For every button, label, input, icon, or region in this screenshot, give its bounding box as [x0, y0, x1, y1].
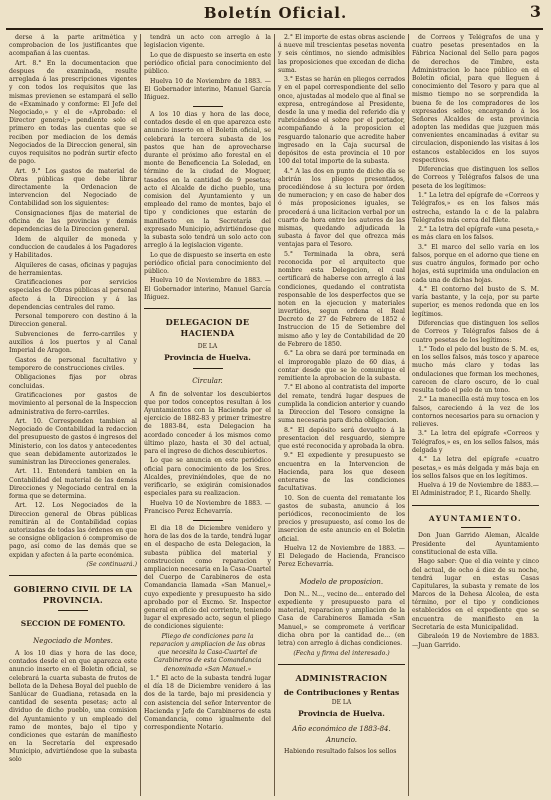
anuncio-heading: Anuncio. [325, 736, 358, 745]
signature-line: Gibraleón 19 de Noviembre de 1883.—Juan Garrido. [412, 633, 539, 649]
paragraph: Diferencias que distinguen los sellos de Correos y Telégrafos falsos de una peseta de los legítimos: [412, 166, 539, 190]
paragraph: Alquileres de casas, oficinas y pagujas de herramientas. [9, 261, 137, 277]
signature-line: Huelva 10 de Noviembre de 1883. —El Gobernador interino, Manuel García Iñiguez. [144, 277, 271, 301]
paragraph: 2.° El importe de estas obras asciende á nueve mil trescientas pesetas noventa y seis céntimos, no siendo admisibles las proposiciones que excedan de dicha suma. [278, 34, 405, 74]
masthead [0, 0, 551, 36]
paragraph: 4.° A las dos en punto de dicho día se abrirán los pliegos presentados, procediéndose á su lectura por órden de numeracion; y en caso de haber dos ó más proposiciones iguales, se procederá á una licitacion verbal por un cuarto de hora entre los autores de las mismas, quedando adjudicada la subasta á favor del que ofrezca más ventajas para el Tesoro. [278, 167, 405, 249]
paragraph: 8.° El depósito será devuelto á la presentacion del resguardo, siempre que esté reconocida y aprobada la obra. [278, 426, 405, 450]
paragraph: 2.° La letra del epígrafe «una peseta,» es más clara en los falsos. [412, 226, 539, 242]
column-2 [140, 34, 274, 796]
paragraph: Subvenciones de ferro-carriles y auxilios á los puertos y al Canal Imperial de Aragon. [9, 330, 137, 355]
admin-year: Año económico de 1883-84. [292, 725, 391, 734]
paragraph: Lo que de dispuesto se inserta en este periódico oficial para conocimiento del público. [144, 51, 271, 76]
paragraph: Lo que de dispuesto se inserta en este periódico oficial para conocimiento del público. [144, 251, 271, 275]
paragraph: Diferencias que distinguen los sellos de Correos y Telégrafos falsos de á cuatro pesetas de los legítimos: [412, 320, 539, 344]
section-divider [144, 308, 271, 309]
section-divider [412, 505, 539, 506]
paragraph: de Correos y Telégrafos de una y cuatro pesetas presentados en la Fábrica Nacional del Sello para pagos de derechos de Timbre, esta Administracion lo hace público en el Boletin oficial, para que lleguen á conocimiento del Tesoro y para que al mismo tiempo no se sorprendida la buena fe de los compradores de los expresados sellos; encargando á los Señores Alcaldes de esta provincia adopten las medidas que juzguen más convenientes encaminadas á evitar su circulacion, disponiendo las visitas á los estancos establecidos en los suyos respectivos. [412, 34, 539, 164]
paragraph: 1.° El acto de la subasta tendrá lugar el día 18 de Diciembre venidero á las dos de la tarde, bajo mi presidencia y con asistencia del señor Interventor de Hacienda y Jefe de Carabineros de esta Comandancia, como igualmente del correspondiente Notario. [144, 675, 271, 732]
signature-line: Huelva á 19 de Noviembre de 1883.—El Administrador, P. I., Ricardo Shelly. [412, 482, 539, 498]
column-1 [6, 34, 140, 796]
page-number: 3 [529, 2, 541, 21]
paragraph: Gratificaciones por gastos de movimiento al personal de la Inspeccion administrativa de ferro-carriles. [9, 392, 137, 416]
short-divider [193, 106, 223, 107]
paragraph: 1.° Todo el pelo del busto de S. M. es, en los sellos falsos, más tosco y aparece mucho más claro y todas las ondulaciones que forman los mechones, carecen de claro oscuro, de lo cual resulta todo el pelo de un tono. [412, 346, 539, 394]
section-subtitle-fomento: SECCION DE FOMENTO. [20, 618, 126, 628]
paragraph: Art. 12. Los Negociados de la Direccion general de Obras públicas remitirán al de Contabilidad copias autorizadas de todas las órdenes en que se consigne obligacion ó compromiso de pago, así como de las demás que se expidan y afecten á la parte económica. [9, 502, 137, 559]
paragraph: 9.° El expediente y presupuesto se encuentra en la Intervencion de Hacienda, para los que deseen enterarse de las condiciones facultativas. [278, 452, 405, 493]
fecha-firma: (Fecha y firma del interesado.) [293, 649, 390, 657]
paragraph: Art. 8.° En la documentacion que despues de examinada, resulte arreglada á las prescripciones vigentes y con todos los requisitos que las mismas previenen se estampará el sello de «Examinado y conforme: El Jefe del Negociado,» y el de «Aprobado: el Director general;» pendiente solo el primero en todas las cuentas que se reciben por mediacion de los demás Negociados de la Direccion general, sin cuyos requisitos no podrán surtir efecto de pago. [9, 59, 137, 166]
paragraph: Consignaciones fijas de material de oficina de las provincias y demás dependencias de la Direccion general. [9, 209, 137, 234]
section-divider [278, 664, 405, 665]
subsection-heading-circular: Circular. [192, 377, 223, 386]
admin-de-la: DE LA [331, 699, 352, 707]
paragraph: A fin de solventar los descubiertos que por todos conceptos resultan á los Ayuntamientos con la Hacienda por el ejercicio de 1882-83 y primer trimestre de 1883-84, esta Delegacion ha acordado conceder á los mismos como último plazo, hasta el 30 del actual, para el ingreso de dichos descubiertos. [144, 390, 271, 455]
paragraph: Don N... N..., vecino de... enterado del expediente y presupuesto para el material, reparacion y ampliacion de la Casa de Carabineros llamada «San Manuel,» se compromete á verificar dicha obra por la cantidad de... (en letra) con arreglo á dichas condiciones. [278, 590, 405, 648]
section-title-administracion: ADMINISTRACION [295, 672, 388, 683]
short-divider [58, 610, 88, 611]
section-divider [9, 575, 137, 576]
signature-line: Huelva 12 de Noviembre de 1883. —El Delegado de Hacienda, Francisco Perez Echevarría. [278, 545, 405, 569]
paragraph: 3.° Estas se harán en pliegos cerrados y en el papel correspondiente del sello once, ajustadas al modelo que al final se expresa, entregándose al Presidente, desde la una y media del referido día y rubricándose el sobre por el portador, acompañando á la proposicion el resguardo talonario que acredite haber ingresado en la Caja sucursal de depósitos de esta provincia el 10 por 100 del total importe de la subasta. [278, 76, 405, 166]
paragraph: Don Juan Garrido Aleman, Alcalde Presidente del Ayuntamiento constitucional de esta villa. [412, 532, 539, 556]
paragraph: A los 10 dias y hora de las doce, contados desde el en que aparezca este anuncio inserto en el Boletin oficial, se celebrará la cuarta subasta de frutos de bellota de la Dehesa Boyal del pueblo de Sanlúcar de Guadiana, retasada en la cantidad de sesenta pesetas; acto al dividuo de dicho pueblo, una comision del Ayuntamiento y un empleado del ramo de montes, bajo el tipo y condiciones que estarán de manifiesto en la Secretaría del expresado Municipio, advirtiéndose que la subasta solo [9, 650, 137, 764]
signature-line: Huelva 10 de Noviembre de 1883. —Francisco Perez Echevarría. [144, 499, 271, 515]
section-province: Provincia de Huelva. [164, 352, 251, 362]
paragraph: Obligaciones fijas por obras concluidas. [9, 374, 137, 390]
paragraph: Personal temporero con destino á la Direccion general. [9, 313, 137, 329]
masthead-rule [6, 28, 543, 30]
paragraph: El dia 18 de Diciembre venidero y hora de las dos de la tarde, tendrá lugar en el despacho de esta Delegacion, la subasta pública del material y construccion como reparacion y ampliacion necesaria en la Casa-Cuartel del Cuerpo de Carabineros de esta Comandancia llamada «San Manuel,» cuyo expediente y presupuesto ha sido aprobado por el Excmo. Sr. Inspector general en oficio del corriente, teniendo lugar el expresado acto, segun el pliego de condiciones siguiente: [144, 525, 271, 631]
paragraph: 2.° La manecilla está muy tosca en los falsos, careciendo á la vez de los contornos necesarios para su ornacion y relieves. [412, 396, 540, 428]
paragraph: Habiendo resultado falsos los sellos [284, 747, 397, 755]
paragraph: 4.° El contorno del busto de S. M. varía bastante, y la ceja, por su parte superior, es menos redonda que en los legítimos. [412, 286, 539, 318]
admin-province: Provincia de Huelva. [298, 709, 385, 719]
paragraph: A los 10 dias y hora de las doce, contados desde el en que aparezca este anuncio inserto en el Boletin oficial, se celebrará la tercera subasta de los pastos que han de aprovecharse durante el próximo año forestal en el monte de Beneficencia La Soledad, en término de la ciudad de Moguer, tasados en la cantidad de 9 pesetas; acto el Alcalde de dicho pueblo, una comision del Ayuntamiento y un empleado del ramo de montes, bajo el tipo y condiciones que estarán de manifiesto en la Secretaría del expresado Municipio, advirtiéndose que la subasta solo tendrá un solo acto con arreglo á la legislacion vigente. [144, 111, 271, 250]
section-title-hacienda: DELEGACION DE HACIENDA [165, 317, 250, 338]
paragraph: Hago saber: Que el dia veinte y cinco del actual, de ocho á diez de su noche, tendrá lugar en estas Casas Capitulares, la subasta y remate de los Marcos de la Dehesa Alcolea, de esta término, por el tipo y condiciones establecidos en el expediente que se encuentra de manifiesto en la Secretaría de esta Municipalidad. [412, 558, 539, 631]
paragraph: 5.° Terminada la obra, será reconocida por el arquitecto que nombre esta Delegacion, el cual certificará de haberse con arreglo á las condiciones, quedando el contratista responsable de los desperfectos que se noten en la ejecucion y materiales invertidos, segun ordena el Real Decreto de 27 de Febrero de 1852 é Instruccion de 15 de Setiembre del mismo año y ley de Contabilidad de 20 de Febrero de 1850. [278, 250, 405, 348]
short-divider [193, 520, 223, 521]
subsection-heading-montes: Negociado de Montes. [33, 636, 113, 645]
paragraph: 7.° El abono al contratista del importe del remate, tendrá lugar despues de cumplida la condicion anterior y cuando la Direccion del Tesoro consigne la suma necesaria para dicha obligacion. [278, 384, 405, 425]
paragraph: 3.° El marco del sello varía en los falsos, porque en el adorno que tiene en sus cuatro ángulos, formado por ocho hojas, está suprimida una ondulacion en cada una de dichas hojas. [412, 243, 539, 284]
section-de-la: DE LA [197, 342, 218, 350]
paragraph: Art. 11. Entenderá tambien en la Contabilidad del material de las demás Direcciones y Negociado central en la forma que se determina. [9, 468, 137, 500]
paragraph: Gratificaciones por servicios especiales de Obras públicas al personal afecto á la Direccion y á las dependencias centrales del ramo. [9, 279, 137, 311]
signature-line: Huelva 10 de Noviembre de 1883. —El Gobernador interino, Manuel García Iñiguez. [144, 77, 271, 101]
paragraph: tendrá un acto con arreglo á la legislacion vigente. [144, 34, 271, 50]
paragraph: 6.° La obra se dará por terminada en el improrogable plazo de 60 dias, á contar desde que se le comunique el remitiente la aprobacion de la subasta. [278, 350, 405, 382]
continuation-note: (Se continuará.) [86, 561, 137, 569]
paragraph: Lo que se anuncia en este periódico oficial para conocimiento de los Sres. Alcaldes, previniéndoles, que de no verificarlo, se exigirán comisionados especiales para su realizacion. [144, 457, 271, 498]
paragraph: Art. 9.° Los gastos de material de Obras públicas que debe librar directamente la Ordenacion de intervencion del Negociado de Contabilidad son los siguientes: [9, 167, 137, 208]
paragraph: Art. 10. Corresponden tambien al Negociado de Contabilidad la redaccion del presupuesto de gastos é ingresos del Ministerio, con los datos y antecedentes que sean debidamente autorizados le suministran las Direcciones generales. [9, 418, 137, 466]
paragraph: Gastos de personal facultativo y temporero de construcciones civiles. [9, 356, 137, 372]
paragraph: 10. Son de cuenta del rematante los gastos de subasta, anuncio á los periódicos, reconocimiento de los precios y presupuesto, así como los de insercion de este anuncio en el Boletin oficial. [278, 494, 405, 543]
column-3 [274, 34, 408, 796]
short-divider [193, 368, 223, 369]
section-title-ayuntamiento: AYUNTAMIENTO. [428, 513, 523, 523]
paragraph: 4.° La letra del epígrafe «cuatro pesetas,» es más delgada y más baja en los sellos falsos que en los legítimos. [412, 456, 539, 480]
paragraph: 1.° La letra del epígrafe de «Correos y Telégrafos,» es en los falsos más estrecha, estando la c de la palabra Telégrafos más cerca del filete. [412, 192, 539, 224]
columns [6, 34, 546, 796]
paragraph: derse á la parte aritmética y comprobacion de los justificantes que acompañan á las cuentas. [9, 34, 137, 58]
modelo-heading: Modelo de proposicion. [299, 577, 384, 586]
section-title-gobierno: GOBIERNO CIVIL DE LA PROVINCIA. [13, 584, 133, 606]
paragraph: Idem de alquiler de moneda y conduccion de caudales á los Pagadores y Habilitados. [9, 235, 137, 260]
admin-subtitle: de Contribuciones y Rentas [283, 687, 400, 697]
paragraph: 3.° La letra del epígrafe «Correos y Telégrafos,» es, en los sellos falsos, más delgada y [412, 430, 539, 454]
pliego-heading: Pliego de condiciones para la reparacion y ampliacion de las obras que necesita la Casa-Cuartel de Carabineros de esta Comandancia denominada «San Manuel.» [149, 632, 266, 673]
newspaper-title: Boletín Oficial. [203, 4, 348, 22]
column-4 [408, 34, 542, 796]
short-divider [461, 527, 491, 528]
